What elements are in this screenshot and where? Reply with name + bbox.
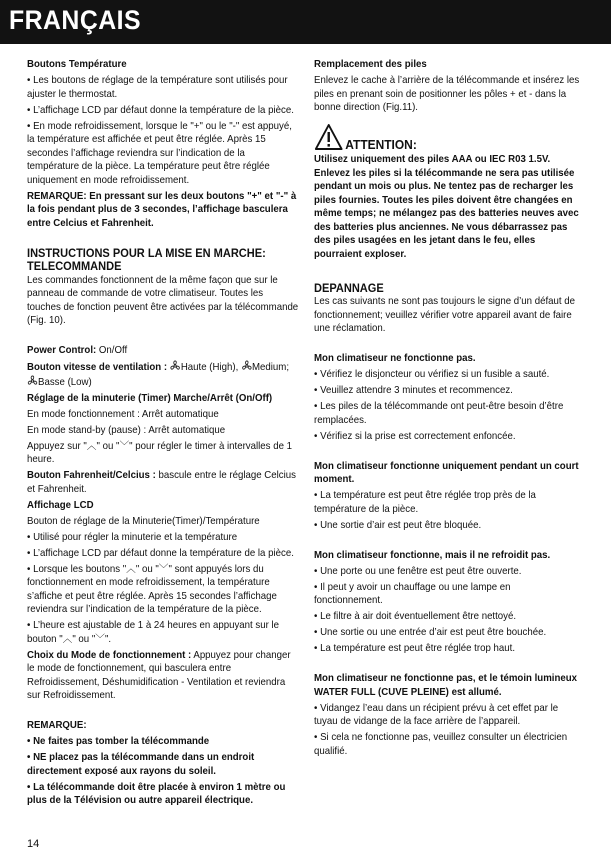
mode-line (27, 649, 298, 703)
issue-item: • Si cela ne fonctionne pas, veuillez consulter un électricien qualifié. (314, 731, 568, 757)
temp-item: • L’affichage LCD par défaut donne la température de la pièce. (27, 103, 294, 116)
issue-item: • Le filtre à air doit éventuellement être nettoyé. (314, 610, 517, 622)
left-column (27, 58, 298, 810)
fan-low-label: Basse (Low) (38, 375, 92, 388)
page-number: 14 (27, 838, 40, 850)
attention-label: ATTENTION: (345, 136, 417, 152)
issue-item: • Une porte ou une fenêtre est peut être ouverte. (314, 564, 522, 577)
issue-item: • Vérifiez le disjoncteur ou vérifiez si un fusible a sauté. (314, 368, 550, 380)
fahrenheit-celcius-label: Bouton Fahrenheit/Celcius : (27, 469, 156, 481)
issue-heading: Mon climatiseur ne fonctionne pas. (314, 352, 476, 364)
power-control-value: On/Off (96, 344, 128, 356)
instructions-heading-line2: TELECOMMANDE (27, 259, 122, 273)
fan-icon (27, 375, 38, 387)
power-control-label: Power Control: (27, 344, 97, 356)
issue-item: • La température est peut être réglée trop près de la température de la pièce. (314, 489, 536, 515)
temperature-buttons-heading: Boutons Température (27, 58, 127, 70)
issue-item: • Une sortie d’air est peut être bloquée. (314, 518, 482, 531)
page-header (0, 0, 611, 44)
timer-line: En mode fonctionnement : Arrêt automatique (27, 407, 219, 420)
fan-medium-label: Medium; (251, 361, 290, 373)
mode-text: Appuyez pour changer le mode de fonctionnement, qui basculera entre Refroidissement, Déshumidification - Ventilation et reviendra sur Refroidissement. (27, 648, 291, 701)
lcd-intro: Bouton de réglage de la Minuterie(Timer)/Température (27, 514, 260, 527)
timer-heading: Réglage de la minuterie (Timer) Marche/Arrêt (On/Off) (27, 391, 273, 404)
timer-line: Appuyez sur "︿" ou "﹀" pour régler le timer à intervalles de 1 heure. (27, 439, 293, 465)
attention-block (314, 123, 581, 151)
temp-item: • Les boutons de réglage de la température sont utilisés pour ajuster le thermostat. (27, 74, 288, 100)
remark-item: • NE placez pas la télécommande dans un endroit directement exposé aux rayons du soleil. (27, 751, 255, 777)
issue-heading: Mon climatiseur ne fonctionne pas, et le témoin lumineux WATER FULL (CUVE PLEINE) est allumé. (314, 672, 578, 698)
battery-heading: Remplacement des piles (314, 58, 427, 70)
power-control-line (27, 344, 298, 358)
warning-icon (314, 123, 343, 151)
right-column (314, 58, 581, 761)
issue-item: • Vérifiez si la prise est correctement enfoncée. (314, 429, 516, 442)
lcd-item: • L’heure est ajustable de 1 à 24 heures en appuyant sur le bouton "︿" ou "﹀". (27, 619, 280, 645)
remark-item: • Ne faites pas tomber la télécommande (27, 735, 210, 747)
instructions-text: Les commandes fonctionnent de la même façon que sur le panneau de commande de votre climatiseur. Toutes les touches de fonction peuvent être activées par la télécommande (Fig. 10). (27, 273, 299, 326)
issue-item: • Veuillez attendre 3 minutes et recommencez. (314, 384, 513, 396)
mode-label: Choix du Mode de fonctionnement : (27, 648, 192, 661)
fan-icon (170, 360, 181, 372)
fahrenheit-celcius-line (27, 469, 298, 496)
lcd-item: • Lorsque les boutons "︿" ou "﹀" sont appuyés lors du fonctionnement en mode refroidissement, la température s’affiche et peut être réglée. Après 15 secondes l’affichage reviendra sur l’indication de la température de la pièce. (27, 562, 277, 615)
language-title: FRANÇAIS (9, 5, 142, 35)
issue-item: • Les piles de la télécommande ont peut-être besoin d’être remplacées. (314, 400, 564, 426)
lcd-heading: Affichage LCD (27, 498, 94, 511)
lcd-item: • L’affichage LCD par défaut donne la température de la pièce. (27, 546, 294, 559)
fan-speed-line (27, 360, 298, 389)
battery-text: Enlevez le cache à l’arrière de la télécommande et insérez les piles en prenant soin de positionner les pôles + et - dans la bonne direction (Fig.11). (314, 74, 580, 113)
attention-text: Utilisez uniquement des piles AAA ou IEC R03 1.5V. Enlevez les piles si la télécommande ne sera pas utilisée pendant un mois ou plus. Ne tentez pas de recharger les piles fournies. Toutes les piles doivent être changées en même temps; ne mélangez pas des batteries neuves avec des batteries plus anciennes. Ne vous débarrassez pas des piles usagées en les jetant dans le feu, elles pourraient exploser. (314, 153, 579, 260)
instructions-heading-line1: INSTRUCTIONS POUR LA MISE EN MARCHE: (27, 245, 266, 260)
issue-heading: Mon climatiseur fonctionne, mais il ne refroidit pas. (314, 548, 551, 561)
fan-speed-label: Bouton vitesse de ventilation : (27, 361, 170, 373)
temp-item: • En mode refroidissement, lorsque le "+" ou le "-" est appuyé, la température est affichée et peut être réglée. Après 15 secondes l’affichage reviendra sur l’indication de la température de la pièce. La température peut être réglée uniquement en mode refroidissement. (27, 119, 292, 186)
issue-item: • Vidangez l’eau dans un récipient prévu à cet effet par le tuyau de vidange de la face arrière de l’appareil. (314, 701, 559, 727)
lcd-item: • Utilisé pour régler la minuterie et la température (27, 530, 238, 543)
remark-heading: REMARQUE: (27, 719, 87, 731)
issue-heading: Mon climatiseur fonctionne uniquement pendant un court moment. (314, 459, 579, 485)
fan-icon (241, 360, 252, 372)
issue-item: • La température est peut être réglée trop haut. (314, 642, 516, 654)
issue-item: • Il peut y avoir un chauffage ou une lampe en fonctionnement. (314, 580, 511, 606)
fan-high-label: Haute (High), (180, 361, 241, 373)
issue-item: • Une sortie ou une entrée d’air est peut être bouchée. (314, 626, 547, 638)
troubleshooting-heading: DEPANNAGE (314, 280, 384, 295)
troubleshooting-text: Les cas suivants ne sont pas toujours le signe d’un défaut de fonctionnement; veuillez vérifier votre appareil avant de faire une réclamation. (314, 295, 575, 334)
temperature-remark: REMARQUE: En pressant sur les deux boutons "+" et "-" à la fois pendant plus de 3 secondes, l’affichage basculera entre Celcius et Fahrenheit. (27, 189, 297, 229)
timer-line: En mode stand-by (pause) : Arrêt automatique (27, 423, 226, 436)
remark-item: • La télécommande doit être placée à environ 1 mètre ou plus de la Télévision ou autre appareil électrique. (27, 780, 286, 806)
fahrenheit-celcius-text: bascule entre le réglage Celcius et Fahrenheit. (27, 469, 296, 495)
